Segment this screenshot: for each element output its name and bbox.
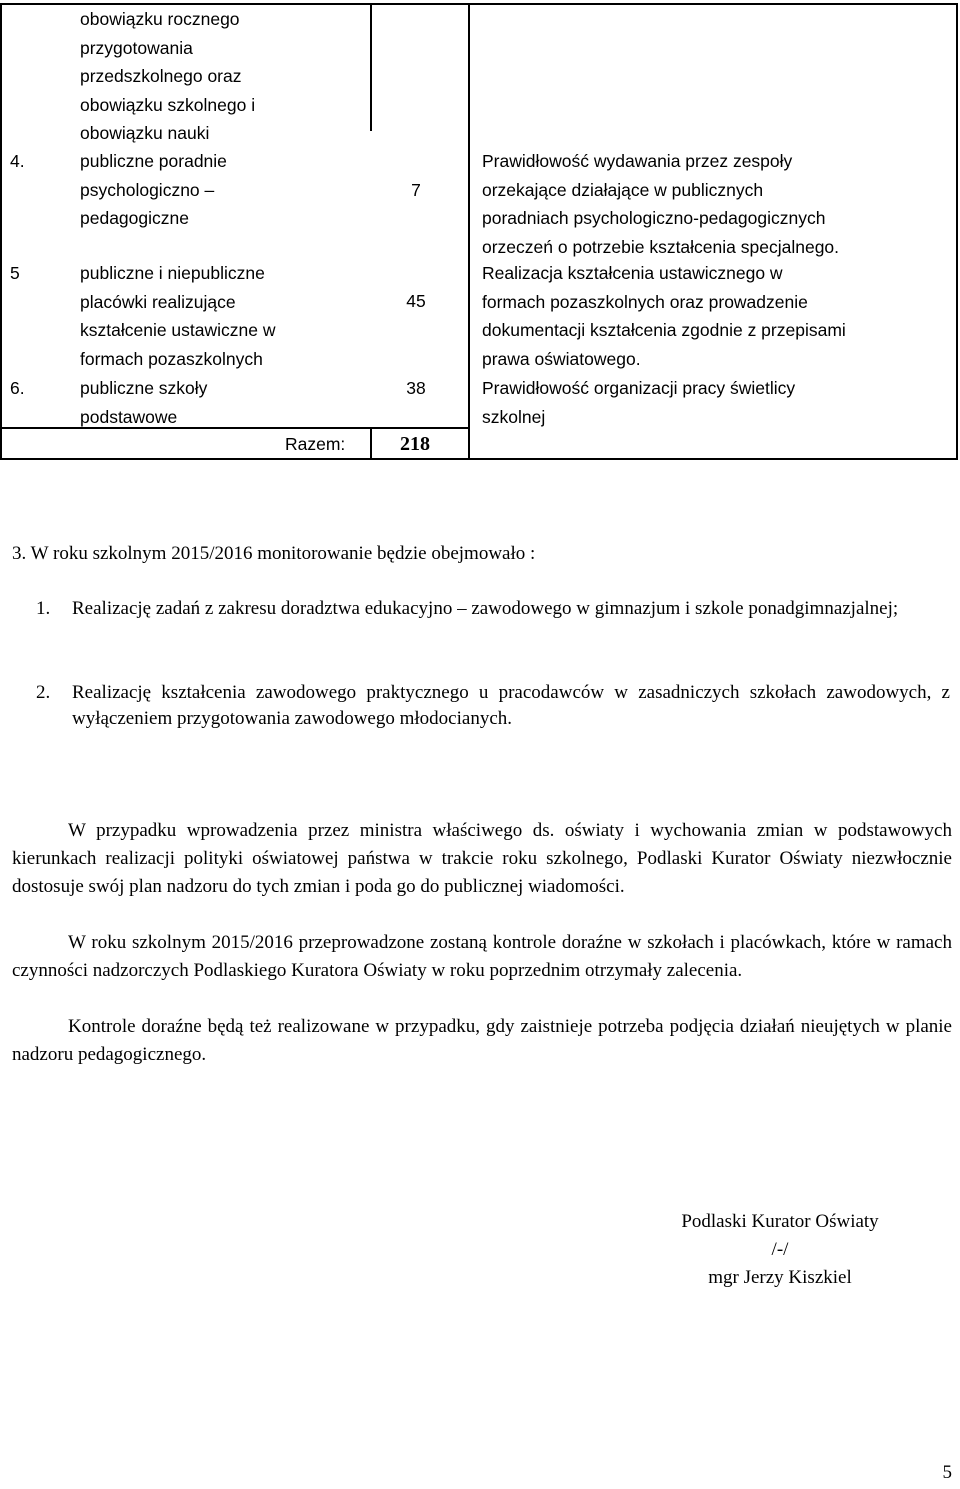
total-value: 218 <box>400 433 430 455</box>
row-1-description: Prawidłowość wydawania przez zespoły orzekające działające w publicznych poradniach psychologiczno-pedagogicznych orzeczeń o potrzebie kształcenia specjalnego. <box>482 151 840 257</box>
row-3-number: 6. <box>10 378 25 398</box>
col-divider-2 <box>468 3 470 459</box>
list-item-1-text: Realizację zadań z zakresu doradztwa edukacyjno – zawodowego w gimnazjum i szkole ponadgimnazjalnej; <box>72 598 899 619</box>
total-divider <box>370 427 372 459</box>
list-item-2-number: 2. <box>36 682 51 703</box>
row-1-number: 4. <box>10 151 25 171</box>
signature-mark: /-/ <box>771 1239 789 1260</box>
signature-name: mgr Jerzy Kiszkiel <box>708 1267 852 1288</box>
signature-title: Podlaski Kurator Oświaty <box>681 1211 879 1232</box>
page-number: 5 <box>942 1462 952 1483</box>
paragraph-1: W przypadku wprowadzenia przez ministra właściwego ds. oświaty i wychowania zmian w podstawowych kierunkach realizacji polityki oświatowej państwa w trakcie roku szkolnego, Podlaski Kurator Oświaty niezwłocznie dostosuje swój plan nadzoru do tych zmian i poda go do publicznej wiadomości. <box>12 820 952 897</box>
table-border-right <box>956 3 958 459</box>
paragraph-3: Kontrole doraźne będą też realizowane w przypadku, gdy zaistnieje potrzeba podjęcia działań nieujętych w planie nadzoru pedagogicznego. <box>12 1016 952 1065</box>
row-2-count: 45 <box>406 291 426 311</box>
list-item-2-text: Realizację kształcenia zawodowego praktycznego u pracodawców w zasadniczych szkołach zawodowych, z wyłączeniem przygotowania zawodowego młodocianych. <box>72 682 950 729</box>
row-2-description: Realizacja kształcenia ustawicznego w formach pozaszkolnych oraz prowadzenie dokumentacji kształcenia zgodnie z przepisami prawa oświatowego. <box>482 263 846 369</box>
total-label: Razem: <box>285 434 346 454</box>
row-3-count: 38 <box>406 378 426 398</box>
section-3-heading: 3. W roku szkolnym 2015/2016 monitorowanie będzie obejmowało : <box>12 543 536 564</box>
row-1-label: publiczne poradnie psychologiczno – pedagogiczne <box>80 151 227 228</box>
list-item-1-number: 1. <box>36 598 51 619</box>
table-border-left <box>0 3 2 459</box>
row-2-label: publiczne i niepubliczne placówki realizujące kształcenie ustawiczne w formach pozaszkolnych <box>80 263 276 369</box>
row-2-number: 5 <box>10 263 20 283</box>
row-0-label: obowiązku rocznego przygotowania przedszkolnego oraz obowiązku szkolnego i obowiązku nauki <box>80 9 256 143</box>
row-3-label: publiczne szkoły podstawowe <box>80 378 208 427</box>
row-3-description: Prawidłowość organizacji pracy świetlicy szkolnej <box>482 378 796 427</box>
paragraph-2: W roku szkolnym 2015/2016 przeprowadzone zostaną kontrole doraźne w szkołach i placówkach, które w ramach czynności nadzorczych Podlaskiego Kuratora Oświaty w roku poprzednim otrzymały zalecenia. <box>12 932 952 981</box>
row-1-count: 7 <box>411 180 421 200</box>
col-divider-1 <box>370 3 372 131</box>
table-border-bottom <box>0 458 958 460</box>
